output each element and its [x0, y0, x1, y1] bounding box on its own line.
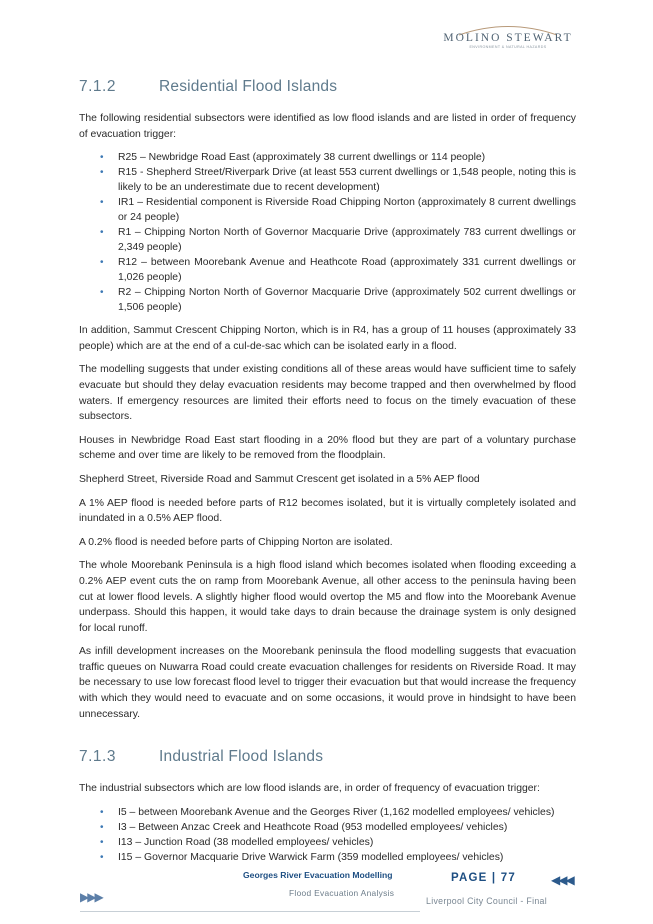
section-title: Residential Flood Islands [159, 78, 338, 95]
logo-name: MOLINO STEWART [443, 32, 573, 44]
industrial-subsector-list [79, 805, 576, 865]
bullet-icon: • [100, 836, 104, 848]
bullet-icon: • [100, 851, 104, 863]
bullet-icon: • [100, 287, 104, 299]
page-footer [0, 860, 653, 924]
list-item: • I5 – between Moorebank Avenue and the Georges River (1,162 modelled employees/ vehicles) [100, 806, 555, 818]
list-item: • I13 – Junction Road (38 modelled employees/ vehicles) [100, 836, 374, 848]
section-number: 7.1.3 [79, 748, 116, 766]
logo-tagline: ENVIRONMENT & NATURAL HAZARDS [469, 45, 547, 49]
bullet-icon: • [100, 227, 104, 239]
paragraph: In addition, Sammut Crescent Chipping Norton, which is in R4, has a group of 11 houses (approximately 33 people) which are at the end of a cul-de-sac which can be isolated early in a flood. [79, 325, 576, 352]
bullet-icon: • [100, 821, 104, 833]
footer-divider [80, 911, 420, 912]
bullet-icon: • [100, 806, 104, 818]
paragraph: Shepherd Street, Riverside Road and Sammut Crescent get isolated in a 5% AEP flood [79, 473, 480, 485]
list-item: • R1 – Chipping Norton North of Governor Macquarie Drive (approximately 783 current dwellings or 2,349 people) [100, 227, 576, 254]
residential-subsector-list [79, 150, 576, 315]
section-number: 7.1.2 [79, 78, 116, 95]
paragraph: A 0.2% flood is needed before parts of Chipping Norton are isolated. [79, 536, 393, 548]
bullet-icon: • [100, 257, 104, 269]
company-logo [443, 24, 573, 49]
paragraph: A 1% AEP flood is needed before parts of R12 becomes isolated, but it is virtually completely isolated and inundated in a 0.5% AEP flood. [79, 497, 576, 525]
list-item: • I15 – Governor Macquarie Drive Warwick Farm (359 modelled employees/ vehicles) [100, 851, 504, 863]
section-heading-712 [79, 78, 576, 96]
previous-arrows-icon: ◀◀◀ [551, 873, 573, 887]
bullet-icon: • [100, 152, 104, 164]
document-body [79, 78, 576, 873]
section-heading-713 [79, 748, 576, 766]
paragraph: Houses in Newbridge Road East start flooding in a 20% flood but they are part of a voluntary purchase scheme and over time are likely to be removed from the floodplain. [79, 434, 576, 462]
list-item: • R12 – between Moorebank Avenue and Heathcote Road (approximately 331 current dwellings or 1,026 people) [100, 257, 576, 284]
report-subtitle: Flood Evacuation Analysis [289, 888, 395, 898]
paragraph: The modelling suggests that under existing conditions all of these areas would have sufficient time to safely evacuate but should they delay evacuation residents may become trapped and then overwhelmed by flood waters. If emergency resources are limited their efforts need to focus on the timely evacuation of these subsectors. [79, 364, 576, 423]
list-item: • I3 – Between Anzac Creek and Heathcote Road (953 modelled employees/ vehicles) [100, 821, 508, 833]
bullet-icon: • [100, 197, 104, 209]
list-item: • R15 - Shepherd Street/Riverpark Drive (at least 553 current dwellings or 1,548 people, noting this is likely to be an underestimate due to recent development) [100, 167, 577, 194]
list-item: • R25 – Newbridge Road East (approximately 38 current dwellings or 114 people) [100, 152, 486, 164]
report-title: Georges River Evacuation Modelling [243, 870, 393, 880]
paragraph: As infill development increases on the Moorebank peninsula the flood modelling suggests that evacuation traffic queues on Nuwarra Road could create evacuation challenges for residents on Riverside Road. It may be necessary to use low forecast flood level to trigger their evacuation but that would increase the frequency with which they would need to evacuate and on some occasions, it would prove in hindsight to have been unnecessary. [79, 646, 576, 720]
council-name: Liverpool City Council - Final [426, 896, 547, 906]
list-item: • R2 – Chipping Norton North of Governor Macquarie Drive (approximately 502 current dwellings or 1,506 people) [100, 287, 576, 314]
section-title: Industrial Flood Islands [159, 748, 324, 766]
bullet-icon: • [100, 167, 104, 179]
next-arrows-icon: ▶▶▶ [80, 890, 102, 904]
list-item: • IR1 – Residential component is Riverside Road Chipping Norton (approximately 8 current dwellings or 24 people) [100, 197, 576, 224]
section-intro: The following residential subsectors were identified as low flood islands and are listed in order of frequency of evacuation trigger: [79, 113, 576, 140]
section-intro: The industrial subsectors which are low flood islands are, in order of frequency of evacuation trigger: [79, 783, 540, 795]
page-number: PAGE | 77 [451, 872, 516, 884]
paragraph: The whole Moorebank Peninsula is a high flood island which becomes isolated when flooding exceeding a 0.2% AEP event cuts the on ramp from Moorebank Avenue, all other access to the peninsula having been cut at lower flood levels. A slightly higher flood would overtop the M5 and flow into the Moorebank Avenue underpass. Should this happen, it would take days to drain because the drainage system is only designed for local runoff. [79, 560, 576, 634]
